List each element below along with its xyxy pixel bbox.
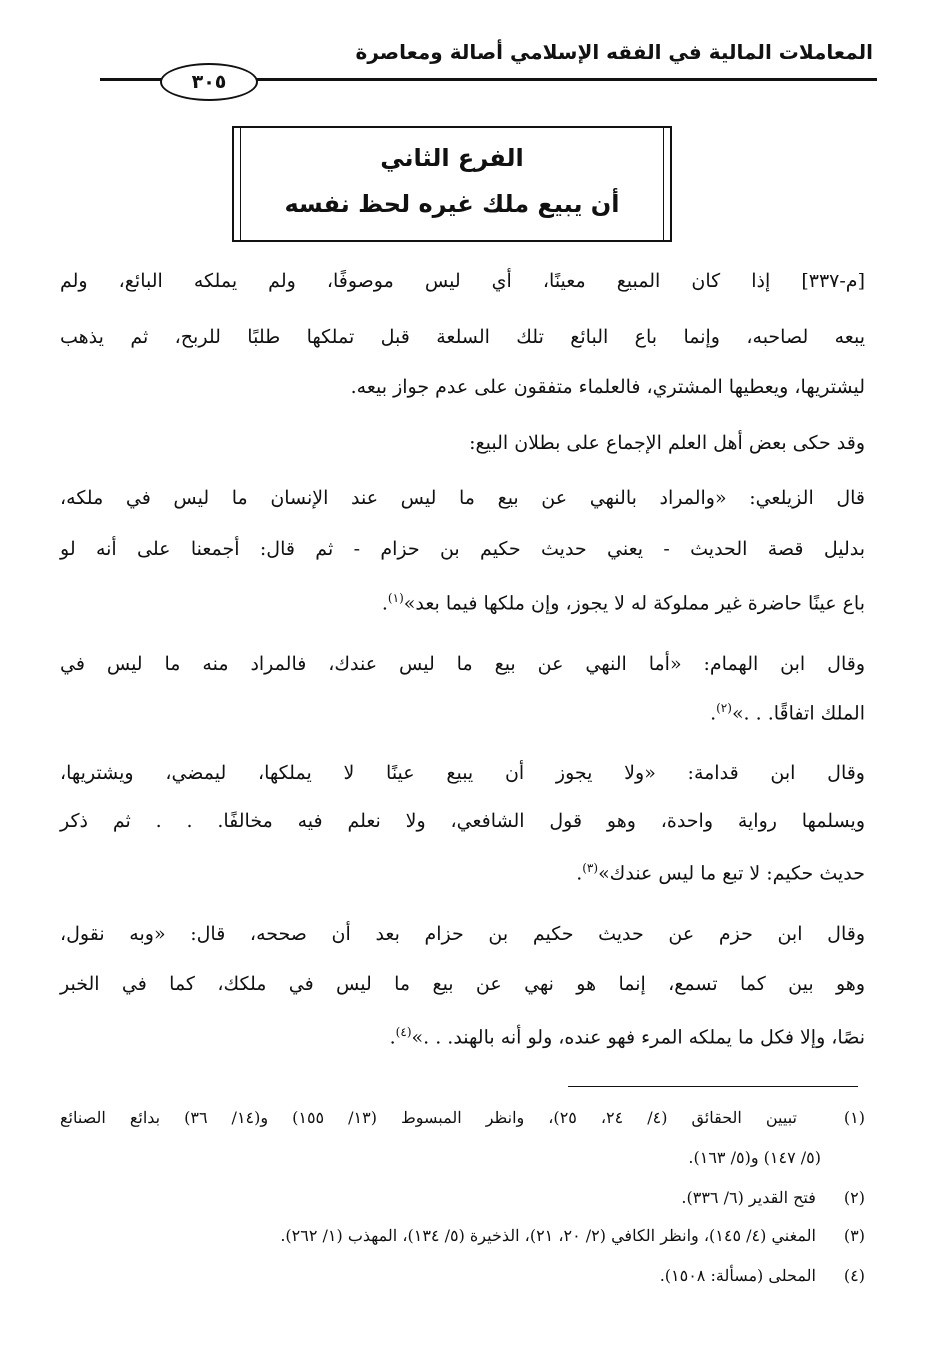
paragraph-3-line-2: بدليل قصة الحديث - يعني حديث حكيم بن حزام - ثم قال: أجمعنا على أنه لو (60, 538, 865, 560)
footnote-1-continuation: (٥/ ١٤٧) و(٥/ ١٦٣). (688, 1148, 821, 1167)
footnote-1-number: (١) (843, 1108, 865, 1127)
paragraph-1-line-2: يبعه لصاحبه، وإنما باع البائع تلك السلعة قبل تملكها طلبًا للربح، ثم يذهب (60, 326, 865, 348)
paragraph-4-end: . (710, 702, 717, 725)
footnote-ref-1[interactable]: (١) (387, 591, 404, 605)
paragraph-5-text: حديث حكيم: لا تبع ما ليس عندك» (598, 862, 865, 885)
page-number: ٣٠٥ (160, 63, 258, 101)
footnote-ref-4[interactable]: (٤) (395, 1025, 412, 1039)
paragraph-5-line-2: ويسلمها رواية واحدة، وهو قول الشافعي، ولا نعلم فيه مخالفًا. . . ثم ذكر (60, 810, 865, 832)
paragraph-6-line-3 (60, 1026, 865, 1047)
paragraph-4-line-2 (60, 702, 865, 723)
section-heading-frame (232, 126, 672, 242)
footnote-ref-2[interactable]: (٢) (716, 701, 732, 715)
paragraph-2-line-1: وقد حكى بعض أهل العلم الإجماع على بطلان البيع: (469, 432, 865, 454)
footnote-4 (60, 1268, 865, 1284)
footnote-4-number: (٤) (843, 1266, 865, 1285)
footnote-1-text: تبيين الحقائق (٤/ ٢٤، ٢٥)، وانظر المبسوط (١٣/ ١٥٥) و(١٤/ ٣٦) بدائع الصنائع (60, 1108, 797, 1127)
paragraph-5-end: . (576, 862, 583, 885)
paragraph-3-end: . (381, 592, 388, 615)
footnote-ref-3[interactable]: (٣) (582, 861, 599, 875)
section-heading-title: الفرع الثاني (380, 144, 524, 172)
paragraph-1-line-1: [م-٣٣٧] إذا كان المبيع معينًا، أي ليس موصوفًا، ولم يملكه البائع، ولم (60, 270, 865, 292)
paragraph-6-line-1: وقال ابن حزم عن حديث حكيم بن حزام بعد أن صححه، قال: «وبه نقول، (60, 923, 865, 945)
paragraph-6-end: . (389, 1026, 396, 1049)
paragraph-6-text: نصًا، وإلا فكل ما يملكه المرء فهو عنده، ولو أنه بالهند. . .» (411, 1026, 865, 1049)
footnote-3-text: المغني (٤/ ١٤٥)، وانظر الكافي (٢/ ٢٠، ٢١)، الذخيرة (٥/ ١٣٤)، المهذب (١/ ٢٦٢). (280, 1226, 816, 1245)
paragraph-3-text: باع عينًا حاضرة غير مملوكة له لا يجوز، وإن ملكها فيما بعد» (403, 592, 865, 615)
footnote-2 (60, 1190, 865, 1206)
running-title: المعاملات المالية في الفقه الإسلامي أصالة ومعاصرة (355, 40, 873, 64)
footnote-separator (568, 1086, 858, 1087)
footnote-2-text: فتح القدير (٦/ ٣٣٦). (681, 1188, 816, 1207)
paragraph-1-line-3: ليشتريها، ويعطيها المشتري، فالعلماء متفقون على عدم جواز بيعه. (350, 376, 865, 398)
footnote-3 (60, 1228, 865, 1244)
paragraph-3-line-1: قال الزيلعي: «والمراد بالنهي عن بيع ما ليس عند الإنسان ما ليس في ملكه، (60, 487, 865, 509)
footnote-3-number: (٣) (843, 1226, 865, 1245)
paragraph-4-text: الملك اتفاقًا. . .» (731, 702, 865, 725)
paragraph-5-line-3 (60, 862, 865, 883)
paragraph-5-line-1: وقال ابن قدامة: «ولا يجوز أن يبيع عينًا لا يملكها، ليمضي، ويشتريها، (60, 762, 865, 784)
footnote-4-text: المحلى (مسألة: ١٥٠٨). (659, 1266, 816, 1285)
section-heading-subtitle: أن يبيع ملك غيره لحظ نفسه (284, 190, 620, 218)
footnote-2-number: (٢) (843, 1188, 865, 1207)
paragraph-6-line-2: وهو بين كما تسمع، إنما هو نهي عن بيع ما ليس في ملكك، كما في الخبر (60, 973, 865, 995)
paragraph-4-line-1: وقال ابن الهمام: «أما النهي عن بيع ما ليس عندك، فالمراد منه ما ليس في (60, 653, 865, 675)
paragraph-3-line-3 (60, 592, 865, 613)
footnote-1 (60, 1110, 865, 1126)
